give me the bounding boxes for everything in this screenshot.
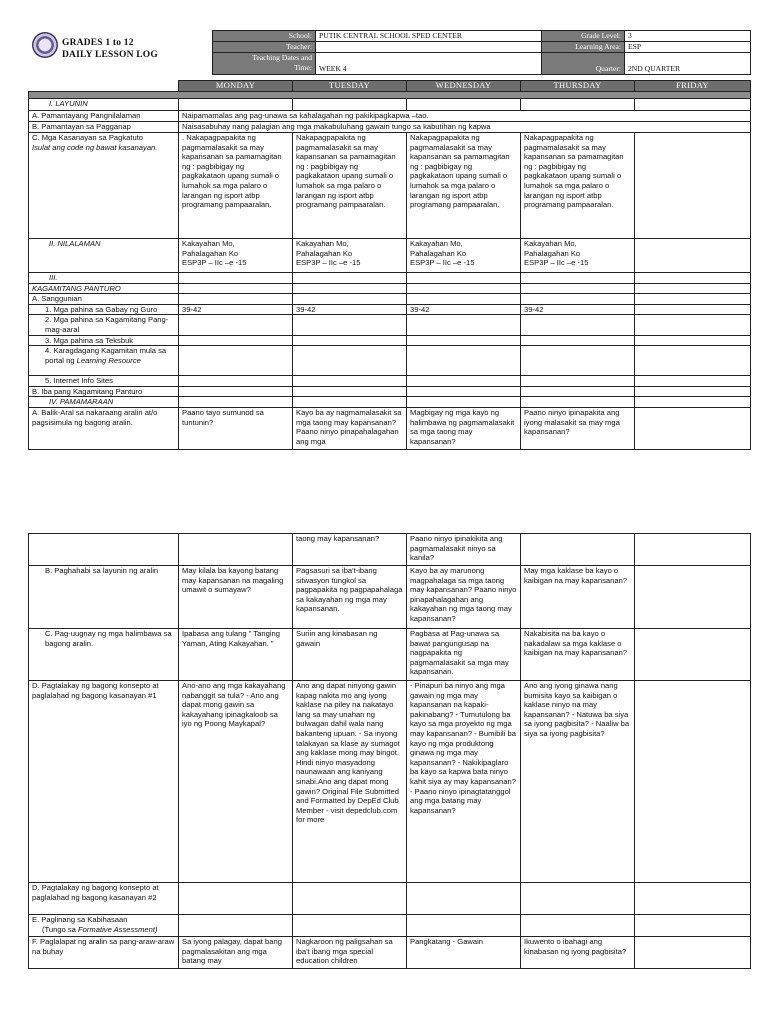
section-kagamitang-panturo: KAGAMITANG PANTURO [29, 283, 179, 294]
cell-wednesday: Pagbasa at Pag-unawa sa bawat pangungusap na nagpapakita ng pagmamalasakit sa mga may kapansanan. [407, 629, 521, 681]
cell-wednesday: 39-42 [407, 304, 521, 315]
row-label: D. Pagtalakay ng bagong konsepto at paglalahad ng bagong kasanayan #2 [29, 883, 179, 915]
row-label: 3. Mga pahina sa Teksbuk [29, 335, 179, 346]
table-row [29, 376, 751, 387]
header-info-table [212, 30, 751, 75]
row-label: D. Pagtalakay ng bagong konsepto at paglalahad ng bagong kasanayan #1 [29, 681, 179, 883]
table-row [29, 629, 751, 681]
cell-monday: Paano tayo sumunod sa tuntunin? [179, 407, 293, 449]
pamantayan-sa-pagganap-text: Naisasabuhay nang palagian ang mga makabuluhang gawain tungo sa kabutihan ng kapwa [179, 122, 751, 133]
cell-tuesday: Kakayahan Mo, Pahalagahan Ko ESP3P – IIc –e -15 [293, 239, 407, 273]
table-row [29, 239, 751, 273]
cell-thursday: Nakabisita na ba kayo o nakadalaw sa mga kaklase o kaibigan na may kapansanan? [521, 629, 635, 681]
cell-monday: May kilala ba kayong batang may kapansanan na magaling umawit o sumayaw? [179, 566, 293, 629]
title-line-1: GRADES 1 to 12 [62, 38, 134, 48]
cell-monday: 39-42 [179, 304, 293, 315]
cell-thursday: Paano ninyo ipinapakita ang iyong malasakit sa may mga kapansanan? [521, 407, 635, 449]
cell-thursday: Ano ang iyong ginawa nang bumisita kayo sa kaibigan o kaklase ninyo na may kapansanan? - Natuwa ba siya sa iyong pagbisita? - Naaliw ba siya sa iyong pagbisita? [521, 681, 635, 883]
day-monday: MONDAY [179, 81, 293, 92]
teaching-dates-value: WEEK 4 [316, 53, 542, 75]
cell-thursday: May mga kaklase ba kayo o kaibigan na may kapansanan? [521, 566, 635, 629]
cell-monday: Kakayahan Mo, Pahalagahan Ko ESP3P – IIc –e -15 [179, 239, 293, 273]
pamantayang-pangnilalaman-text: Naipamamalas ang pag-unawa sa kahalagahan ng pakikipagkapwa –tao. [179, 111, 751, 122]
table-row [29, 99, 751, 111]
cell-tuesday: Nakapagpapakita ng pagmamalasakit sa may kapansanan sa pamamagitan ng : pagbibigay ng pagkakataon upang sumali o lumahok sa mga palaro o larangan ng isport atbp programang pampaaralan. [293, 133, 407, 239]
day-friday: FRIDAY [635, 81, 751, 92]
cell-friday [635, 239, 751, 273]
quarter-label: Quarter: [542, 53, 625, 75]
table-row [29, 915, 751, 937]
title-line-2: DAILY LESSON LOG [62, 50, 158, 60]
cell-friday [635, 133, 751, 239]
teacher-label: Teacher: [213, 42, 316, 53]
section-iii: III. [29, 273, 179, 284]
day-tuesday: TUESDAY [293, 81, 407, 92]
school-label: School: [213, 31, 316, 42]
cell-tuesday: taong may kapansanan? [293, 534, 407, 566]
school-value: PUTIK CENTRAL SCHOOL SPED CENTER [316, 31, 542, 42]
table-row [29, 883, 751, 915]
row-label: C. Mga Kasanayan sa Pagkatuto Isulat ang code ng bawat kasanayan. [29, 133, 179, 239]
cell-wednesday: Magbigay ng mga kayo ng halimbawa ng pagmamalasakit sa mga taong may kapansanan? [407, 407, 521, 449]
table-row [29, 397, 751, 408]
row-label: F. Paglalapat ng aralin sa pang-araw-araw na buhay [29, 937, 179, 969]
cell-wednesday: Paano ninyo ipinakikita ang pagmamalasakit ninyo sa kanila? [407, 534, 521, 566]
quarter-value: 2ND QUARTER [625, 53, 751, 75]
table-row [29, 566, 751, 629]
table-row [29, 111, 751, 122]
table-row [29, 133, 751, 239]
learning-area-label: Learning Area: [542, 42, 625, 53]
table-row [29, 294, 751, 305]
cell-thursday: 39-42 [521, 304, 635, 315]
table-row [29, 407, 751, 449]
lesson-log-table-page-1 [28, 80, 751, 450]
table-row [29, 335, 751, 346]
grade-level-label: Grade Level: [542, 31, 625, 42]
row-label: E. Paglinang sa Kabihasaan (Tungo sa Formative Assessment) [29, 915, 179, 937]
table-row [29, 122, 751, 133]
cell-wednesday: - Pinapuri ba ninyo ang mga gawain ng mga may kapansanan na kapaki-pakinabang? - Tumutulong ba kayo sa mga proyekto ng mga may kapansanan? - Bumibili ba kayo ng mga produktong ginawa ng mga may kapansanan? - Nakikipaglaro ba kayo sa kapwa bata ninyo kahit siya ay may kapansanan? - Paano ninyo ipinagtatanggol ang mga batang may kapansanan? [407, 681, 521, 883]
row-label: A. Sanggunian [29, 294, 179, 305]
cell-monday: Sa iyong palagay, dapat bang pagmalasakitan ang mga batang may [179, 937, 293, 969]
row-label: C. Pag-uugnay ng mga halimbawa sa bagong aralin. [29, 629, 179, 681]
cell-thursday: Kakayahan Mo, Pahalagahan Ko ESP3P – IIc –e -15 [521, 239, 635, 273]
section-pamamaraan: IV. PAMAMARAAN [29, 397, 179, 408]
cell-monday: Ano-ano ang mga kakayahang nabanggit sa tula? - Ano ang dapat mong gawin sa kakayahang ipinagkaloob sa iyo ng Poong Maykapal? [179, 681, 293, 883]
cell-tuesday: Kayo ba ay nagmamalasakit sa mga taong may kapansanan? Paano ninyo pinapahalagahan ang mga [293, 407, 407, 449]
day-header-row [29, 81, 751, 92]
cell-tuesday: Nagkaroon ng paligsahan sa iba't ibang mga special education children [293, 937, 407, 969]
table-row [29, 937, 751, 969]
table-row [29, 283, 751, 294]
row-label: 1. Mga pahina sa Gabay ng Guro [29, 304, 179, 315]
separator-band [29, 92, 751, 99]
row-label: B. Paghahabi sa layunin ng aralin [29, 566, 179, 629]
day-thursday: THURSDAY [521, 81, 635, 92]
row-label: B. Pamantayan sa Pagganap [29, 122, 179, 133]
row-label: 4. Karagdagang Kagamitan mula sa portal ng Learning Resource [29, 346, 179, 376]
table-row [29, 315, 751, 335]
cell-thursday: Nakapagpapakita ng pagmamalasakit sa may kapansanan sa pamamagitan ng : pagbibigay ng pagkakataon upang sumali o lumahok sa mga palaro o larangan ng isport atbp programang pampaaralan. [521, 133, 635, 239]
lesson-log-table-page-2 [28, 533, 751, 969]
row-label: 2. Mga pahina sa Kagamitang Pang-mag-aaral [29, 315, 179, 335]
cell-wednesday: Pangkatang - Gawain [407, 937, 521, 969]
cell-wednesday: Kayo ba ay marunong magpahalaga sa mga taong may kapansanan? Paano ninyo pinapahalagahan ang kakayahan ng mga taong may kapansanan? [407, 566, 521, 629]
section-nilalaman: II. NILALAMAN [29, 239, 179, 273]
section-layunin: I. LAYUNIN [29, 99, 179, 111]
deped-seal-logo [32, 32, 58, 58]
day-wednesday: WEDNESDAY [407, 81, 521, 92]
cell-wednesday: Kakayahan Mo, Pahalagahan Ko ESP3P – IIc –e -15 [407, 239, 521, 273]
cell-monday: . Nakapagpapakita ng pagmamalasakit sa may kapansanan sa pamamagitan ng : pagbibigay ng pagkakataon upang sumali o lumahok sa mga palaro o larangan ng isport atbp programang pampaaralan. [179, 133, 293, 239]
cell-thursday: Ikuwento o ibahagi ang kinabasan ng iyong pagbisita? [521, 937, 635, 969]
table-row [29, 304, 751, 315]
row-label: A. Balik-Aral sa nakaraang aralin at/o pagsisimula ng bagong aralin. [29, 407, 179, 449]
cell-tuesday: 39-42 [293, 304, 407, 315]
table-row [29, 386, 751, 397]
table-row [29, 681, 751, 883]
document-title [62, 37, 158, 61]
table-row [29, 534, 751, 566]
table-row [29, 346, 751, 376]
row-label: A. Pamantayang Pangnilalaman [29, 111, 179, 122]
row-label: B. Iba pang Kagamitang Panturo [29, 386, 179, 397]
cell-tuesday: Pagsasuri sa iba't-ibang sitwasyon tungkol sa pagpapakita ng pagpapahalaga sa kakayahan ng mga may kapansanan. [293, 566, 407, 629]
cell-tuesday: Ano ang dapat ninyong gawin kapag nakita mo ang iyong kaklase na piley na nakatayo lang sa may unahan ng bulwagan dahil wala nang bakanteng upuan. - Sa inyong talakayan sa klase ay sumagot ang kaklase mong may bingot. Hindi ninyo masyadong naunawaan ang kaniyang sinabi.Ano ang dapat mong gawin? Original File Submitted and Formatted by DepEd Club Member - visit depedclub.com for more [293, 681, 407, 883]
learning-area-value: ESP [625, 42, 751, 53]
row-label: 5. Internet Info Sites [29, 376, 179, 387]
cell-friday [635, 407, 751, 449]
teacher-value [316, 42, 542, 53]
table-row [29, 273, 751, 284]
grade-level-value: 3 [625, 31, 751, 42]
teaching-dates-label: Teaching Dates and Time: [213, 53, 316, 75]
cell-tuesday: Suriin ang kinabasan ng gawain [293, 629, 407, 681]
cell-monday: Ipabasa ang tulang " Tanging Yaman, Ating Kakayahan. " [179, 629, 293, 681]
cell-wednesday: Nakapagpapakita ng pagmamalasakit sa may kapansanan sa pamamagitan ng : pagbibigay ng pagkakataon upang sumali o lumahok sa mga palaro o larangan ng isport atbp programang pampaaralan. [407, 133, 521, 239]
